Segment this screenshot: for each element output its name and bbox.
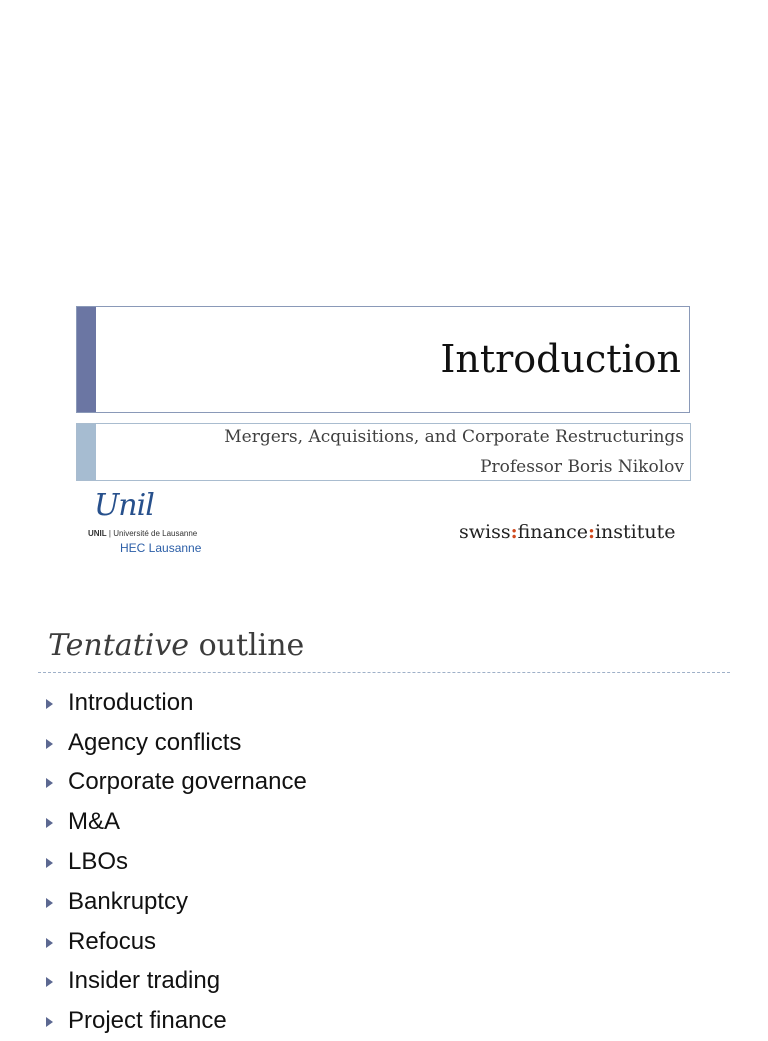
sfi-colon-1: :	[510, 521, 518, 543]
outline-heading-rest: outline	[189, 628, 305, 663]
sfi-colon-2: :	[587, 521, 595, 543]
professor-name: Professor Boris Nikolov	[480, 457, 684, 477]
title-accent-bar	[77, 307, 96, 412]
outline-heading-emphasis: Tentative	[48, 628, 190, 663]
triangle-bullet-icon	[46, 898, 53, 908]
list-item-label: Project finance	[68, 1007, 227, 1035]
triangle-bullet-icon	[46, 938, 53, 948]
list-item-label: M&A	[68, 808, 121, 836]
list-item-label: Refocus	[68, 927, 157, 955]
sfi-word-swiss: swiss	[459, 521, 511, 543]
list-item-label: Agency conflicts	[68, 728, 242, 756]
course-name: Mergers, Acquisitions, and Corporate Restructurings	[224, 427, 684, 447]
subtitle-box	[76, 423, 691, 481]
triangle-bullet-icon	[46, 977, 53, 987]
list-item	[46, 922, 307, 962]
outline-list	[46, 683, 307, 1041]
unil-script-wordmark: Unil	[94, 488, 154, 523]
sfi-word-institute: institute	[594, 521, 676, 543]
sfi-word-finance: finance	[517, 521, 588, 543]
outline-heading	[48, 628, 304, 663]
triangle-bullet-icon	[46, 1017, 53, 1027]
subtitle-accent-bar	[77, 424, 96, 480]
list-item	[46, 842, 307, 882]
unil-separator: |	[106, 529, 114, 538]
unil-abbr: UNIL	[88, 529, 107, 538]
unil-caption	[88, 529, 197, 538]
list-item	[46, 1001, 307, 1041]
triangle-bullet-icon	[46, 699, 53, 709]
list-item-label: Bankruptcy	[68, 887, 189, 915]
list-item	[46, 683, 307, 723]
heading-divider	[38, 672, 730, 673]
hec-lausanne-label: HEC Lausanne	[120, 541, 202, 555]
triangle-bullet-icon	[46, 818, 53, 828]
list-item-label: Insider trading	[68, 967, 221, 995]
triangle-bullet-icon	[46, 778, 53, 788]
list-item	[46, 962, 307, 1002]
unil-full-name: Université de Lausanne	[113, 529, 198, 538]
list-item	[46, 802, 307, 842]
triangle-bullet-icon	[46, 858, 53, 868]
list-item	[46, 763, 307, 803]
list-item	[46, 723, 307, 763]
list-item-label: Introduction	[68, 688, 194, 716]
list-item-label: Corporate governance	[68, 768, 307, 796]
slide-title: Introduction	[440, 337, 681, 381]
unil-hec-logo	[84, 488, 224, 558]
list-item-label: LBOs	[68, 848, 129, 876]
swiss-finance-institute-logo	[459, 521, 676, 543]
list-item	[46, 882, 307, 922]
triangle-bullet-icon	[46, 739, 53, 749]
title-box	[76, 306, 690, 413]
